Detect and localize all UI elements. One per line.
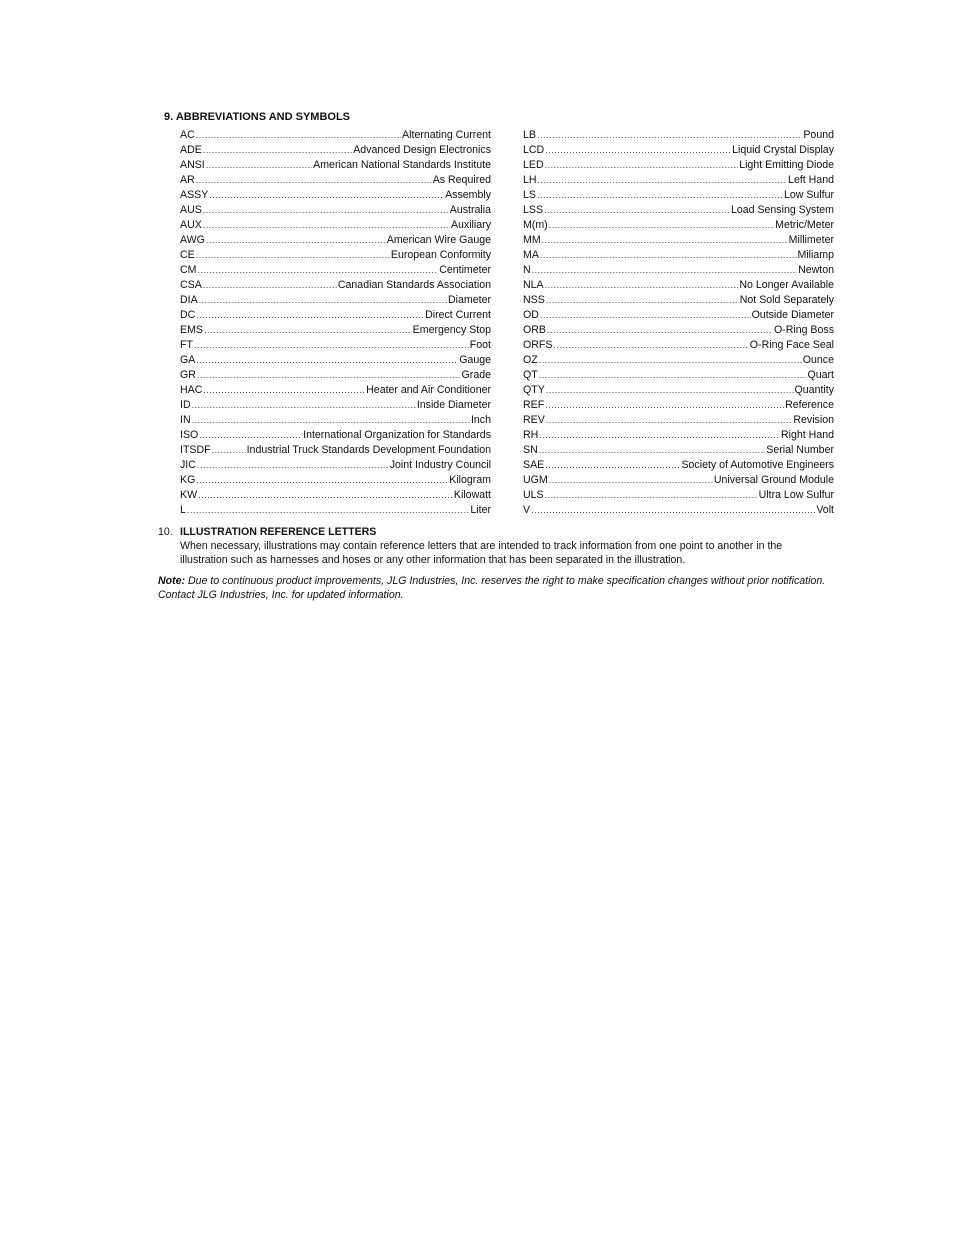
abbreviation-row: [180, 128, 491, 143]
abbreviation-row: [180, 323, 491, 338]
section-10-title: ILLUSTRATION REFERENCE LETTERS: [180, 526, 377, 538]
dot-leader: [199, 428, 302, 443]
dot-leader: [192, 398, 416, 413]
abbreviation-term: AUX: [180, 219, 202, 231]
dot-leader: [197, 368, 461, 383]
dot-leader: [539, 353, 802, 368]
dot-leader: [199, 293, 447, 308]
abbreviation-meaning: International Organization for Standards: [303, 429, 491, 441]
abbreviation-row: [180, 158, 491, 173]
abbreviation-row: [180, 458, 491, 473]
abbreviation-meaning: Left Hand: [788, 174, 834, 186]
abbreviation-term: ANSI: [180, 159, 205, 171]
abbreviation-meaning: Millimeter: [788, 234, 834, 246]
dot-leader: [203, 278, 337, 293]
abbreviation-term: ISO: [180, 429, 199, 441]
abbreviation-term: OZ: [523, 354, 538, 366]
abbreviation-row: [180, 473, 491, 488]
dot-leader: [542, 233, 788, 248]
abbreviation-row: [523, 158, 834, 173]
dot-leader: [203, 383, 365, 398]
abbreviation-term: LSS: [523, 204, 544, 216]
dot-leader: [540, 248, 797, 263]
abbreviation-meaning: Kilowatt: [453, 489, 491, 501]
abbreviation-row: [180, 143, 491, 158]
dot-leader: [549, 473, 713, 488]
abbreviation-row: [523, 428, 834, 443]
dot-leader: [206, 158, 312, 173]
dot-leader: [537, 128, 802, 143]
abbreviation-term: KG: [180, 474, 196, 486]
dot-leader: [204, 323, 412, 338]
abbreviation-row: [180, 293, 491, 308]
abbreviation-row: [523, 353, 834, 368]
abbreviation-meaning: Metric/Meter: [775, 219, 834, 231]
abbreviation-meaning: Liquid Crystal Display: [732, 144, 834, 156]
abbreviation-term: LED: [523, 159, 544, 171]
abbreviation-meaning: Quantity: [794, 384, 834, 396]
abbreviation-row: [523, 143, 834, 158]
section-9-heading: 9. ABBREVIATIONS AND SYMBOLS: [164, 111, 350, 123]
abbreviation-meaning: Foot: [469, 339, 491, 351]
abbreviation-meaning: Load Sensing System: [730, 204, 834, 216]
abbreviation-meaning: O-Ring Boss: [773, 324, 834, 336]
abbreviation-term: AR: [180, 174, 195, 186]
abbreviation-term: CM: [180, 264, 197, 276]
abbreviation-meaning: Inch: [470, 414, 491, 426]
dot-leader: [546, 293, 739, 308]
abbreviation-meaning: Quart: [807, 369, 834, 381]
abbreviation-row: [523, 323, 834, 338]
abbreviation-meaning: Pound: [803, 129, 834, 141]
abbreviation-row: [180, 428, 491, 443]
abbreviation-term: ULS: [523, 489, 544, 501]
abbreviation-row: [523, 188, 834, 203]
abbreviation-term: GR: [180, 369, 196, 381]
abbreviation-term: HAC: [180, 384, 203, 396]
abbreviation-row: [180, 488, 491, 503]
abbreviation-meaning: Reference: [785, 399, 834, 411]
abbreviation-row: [523, 458, 834, 473]
dot-leader: [545, 488, 758, 503]
abbreviation-row: [180, 173, 491, 188]
dot-leader: [539, 368, 807, 383]
abbreviation-meaning: Industrial Truck Standards Development Foundation: [246, 444, 491, 456]
dot-leader: [203, 143, 352, 158]
abbreviation-term: V: [523, 504, 531, 516]
abbreviation-meaning: Diameter: [448, 294, 491, 306]
dot-leader: [545, 458, 680, 473]
section-10-number: 10.: [158, 526, 173, 538]
abbreviation-term: CSA: [180, 279, 202, 291]
dot-leader: [544, 203, 730, 218]
abbreviation-term: ORB: [523, 324, 546, 336]
dot-leader: [187, 503, 469, 518]
abbreviation-term: CE: [180, 249, 195, 261]
dot-leader: [196, 353, 458, 368]
dot-leader: [531, 503, 815, 518]
abbreviation-term: LS: [523, 189, 536, 201]
abbreviation-row: [523, 308, 834, 323]
abbreviation-row: [523, 443, 834, 458]
dot-leader: [545, 398, 784, 413]
abbreviation-row: [523, 473, 834, 488]
dot-leader: [196, 473, 448, 488]
abbreviation-row: [523, 248, 834, 263]
dot-leader: [539, 443, 766, 458]
abbreviation-row: [523, 398, 834, 413]
abbreviation-row: [523, 293, 834, 308]
abbreviation-row: [523, 368, 834, 383]
abbreviation-term: MM: [523, 234, 541, 246]
abbreviation-meaning: Ounce: [802, 354, 834, 366]
abbreviation-meaning: Auxiliary: [450, 219, 491, 231]
abbreviation-term: REV: [523, 414, 545, 426]
abbreviations-right-column: [523, 128, 834, 518]
abbreviation-row: [180, 503, 491, 518]
abbreviation-term: L: [180, 504, 186, 516]
section-10-heading: [158, 525, 820, 539]
abbreviation-term: NSS: [523, 294, 545, 306]
abbreviation-term: AWG: [180, 234, 205, 246]
abbreviation-term: FT: [180, 339, 193, 351]
abbreviation-row: [523, 413, 834, 428]
abbreviation-meaning: Newton: [798, 264, 834, 276]
abbreviation-term: OD: [523, 309, 539, 321]
abbreviation-term: QT: [523, 369, 538, 381]
abbreviation-meaning: Australia: [449, 204, 491, 216]
abbreviation-meaning: Kilogram: [449, 474, 491, 486]
dot-leader: [206, 233, 386, 248]
dot-leader: [209, 188, 444, 203]
abbreviation-term: UGM: [523, 474, 548, 486]
abbreviation-term: DC: [180, 309, 196, 321]
abbreviation-term: ORFS: [523, 339, 553, 351]
abbreviation-meaning: Revision: [793, 414, 834, 426]
abbreviation-term: SAE: [523, 459, 545, 471]
abbreviation-meaning: Low Sulfur: [783, 189, 834, 201]
abbreviation-term: KW: [180, 489, 198, 501]
abbreviation-meaning: Canadian Standards Association: [337, 279, 491, 291]
abbreviation-term: ASSY: [180, 189, 209, 201]
dot-leader: [545, 143, 731, 158]
dot-leader: [203, 203, 449, 218]
dot-leader: [538, 173, 788, 188]
abbreviation-term: LCD: [523, 144, 545, 156]
abbreviation-term: ID: [180, 399, 191, 411]
abbreviation-meaning: No Longer Available: [739, 279, 834, 291]
abbreviation-row: [180, 353, 491, 368]
abbreviation-term: LB: [523, 129, 536, 141]
abbreviation-meaning: Volt: [816, 504, 834, 516]
abbreviation-row: [180, 383, 491, 398]
dot-leader: [539, 428, 780, 443]
abbreviation-meaning: Miliamp: [797, 249, 834, 261]
abbreviation-meaning: Direct Current: [425, 309, 491, 321]
abbreviation-row: [180, 308, 491, 323]
abbreviation-term: GA: [180, 354, 196, 366]
abbreviation-row: [523, 203, 834, 218]
abbreviation-meaning: Serial Number: [766, 444, 834, 456]
abbreviation-meaning: O-Ring Face Seal: [749, 339, 834, 351]
abbreviation-meaning: Centimeter: [439, 264, 491, 276]
abbreviation-term: M(m): [523, 219, 548, 231]
abbreviation-row: [523, 488, 834, 503]
abbreviation-meaning: European Conformity: [390, 249, 491, 261]
abbreviation-row: [523, 128, 834, 143]
section-10: [158, 525, 820, 567]
abbreviation-row: [180, 263, 491, 278]
dot-leader: [196, 308, 424, 323]
abbreviation-term: JIC: [180, 459, 196, 471]
abbreviation-term: NLA: [523, 279, 544, 291]
dot-leader: [537, 188, 783, 203]
abbreviation-term: DIA: [180, 294, 198, 306]
abbreviation-meaning: Not Sold Separately: [739, 294, 834, 306]
abbreviation-row: [180, 413, 491, 428]
abbreviation-meaning: Universal Ground Module: [713, 474, 834, 486]
abbreviation-row: [180, 218, 491, 233]
abbreviation-term: LH: [523, 174, 537, 186]
dot-leader: [547, 323, 773, 338]
abbreviation-meaning: Inside Diameter: [416, 399, 491, 411]
abbreviation-meaning: Liter: [470, 504, 491, 516]
dot-leader: [197, 458, 389, 473]
abbreviation-row: [523, 173, 834, 188]
abbreviation-meaning: Light Emitting Diode: [739, 159, 834, 171]
dot-leader: [198, 488, 453, 503]
abbreviation-meaning: Grade: [461, 369, 491, 381]
note-label: Note:: [158, 575, 186, 587]
abbreviation-row: [523, 218, 834, 233]
abbreviation-term: RH: [523, 429, 539, 441]
abbreviation-term: EMS: [180, 324, 203, 336]
abbreviation-term: IN: [180, 414, 191, 426]
abbreviation-row: [523, 278, 834, 293]
abbreviation-row: [180, 398, 491, 413]
dot-leader: [196, 173, 432, 188]
abbreviation-meaning: Right Hand: [781, 429, 834, 441]
abbreviation-row: [180, 233, 491, 248]
abbreviation-row: [180, 368, 491, 383]
dot-leader: [546, 413, 793, 428]
abbreviation-row: [180, 188, 491, 203]
dot-leader: [192, 413, 470, 428]
abbreviation-row: [523, 263, 834, 278]
dot-leader: [546, 383, 794, 398]
abbreviation-term: MA: [523, 249, 539, 261]
dot-leader: [194, 338, 469, 353]
abbreviation-row: [180, 443, 491, 458]
abbreviation-meaning: Assembly: [445, 189, 491, 201]
abbreviation-meaning: As Required: [432, 174, 491, 186]
abbreviations-left-column: [180, 128, 491, 518]
abbreviation-meaning: Society of Automotive Engineers: [681, 459, 834, 471]
abbreviation-row: [180, 338, 491, 353]
dot-leader: [532, 263, 797, 278]
abbreviation-row: [523, 503, 834, 518]
dot-leader: [203, 218, 450, 233]
abbreviation-term: AUS: [180, 204, 202, 216]
section-10-body: When necessary, illustrations may contain reference letters that are intended to track information from one point to another in the illustration such as harnesses and hoses or any other information that has been separated in the illustration.: [180, 540, 783, 566]
abbreviation-row: [523, 383, 834, 398]
abbreviation-term: N: [523, 264, 531, 276]
abbreviation-meaning: Emergency Stop: [412, 324, 491, 336]
note-paragraph: [158, 574, 828, 602]
abbreviation-meaning: Joint Industry Council: [389, 459, 491, 471]
abbreviation-term: QTY: [523, 384, 545, 396]
note-text: Due to continuous product improvements, JLG Industries, Inc. reserves the right to make specification changes without prior notification. Contact JLG Industries, Inc. for updated information.: [158, 575, 826, 601]
abbreviation-term: AC: [180, 129, 195, 141]
abbreviation-meaning: American National Standards Institute: [313, 159, 491, 171]
abbreviation-meaning: Alternating Current: [402, 129, 491, 141]
abbreviation-term: SN: [523, 444, 538, 456]
abbreviation-meaning: Outside Diameter: [751, 309, 834, 321]
dot-leader: [545, 278, 739, 293]
abbreviation-row: [523, 233, 834, 248]
abbreviation-term: REF: [523, 399, 545, 411]
dot-leader: [553, 338, 748, 353]
abbreviation-row: [180, 278, 491, 293]
abbreviation-meaning: Heater and Air Conditioner: [366, 384, 491, 396]
abbreviation-meaning: Advanced Design Electronics: [353, 144, 491, 156]
dot-leader: [545, 158, 739, 173]
dot-leader: [196, 248, 390, 263]
abbreviation-meaning: Gauge: [459, 354, 491, 366]
dot-leader: [196, 128, 401, 143]
abbreviation-term: ADE: [180, 144, 202, 156]
abbreviation-row: [180, 203, 491, 218]
dot-leader: [212, 443, 246, 458]
dot-leader: [197, 263, 438, 278]
abbreviation-meaning: Ultra Low Sulfur: [758, 489, 834, 501]
abbreviation-row: [180, 248, 491, 263]
abbreviation-meaning: American Wire Gauge: [386, 234, 491, 246]
dot-leader: [540, 308, 751, 323]
dot-leader: [549, 218, 774, 233]
abbreviation-term: ITSDF: [180, 444, 211, 456]
abbreviation-row: [523, 338, 834, 353]
